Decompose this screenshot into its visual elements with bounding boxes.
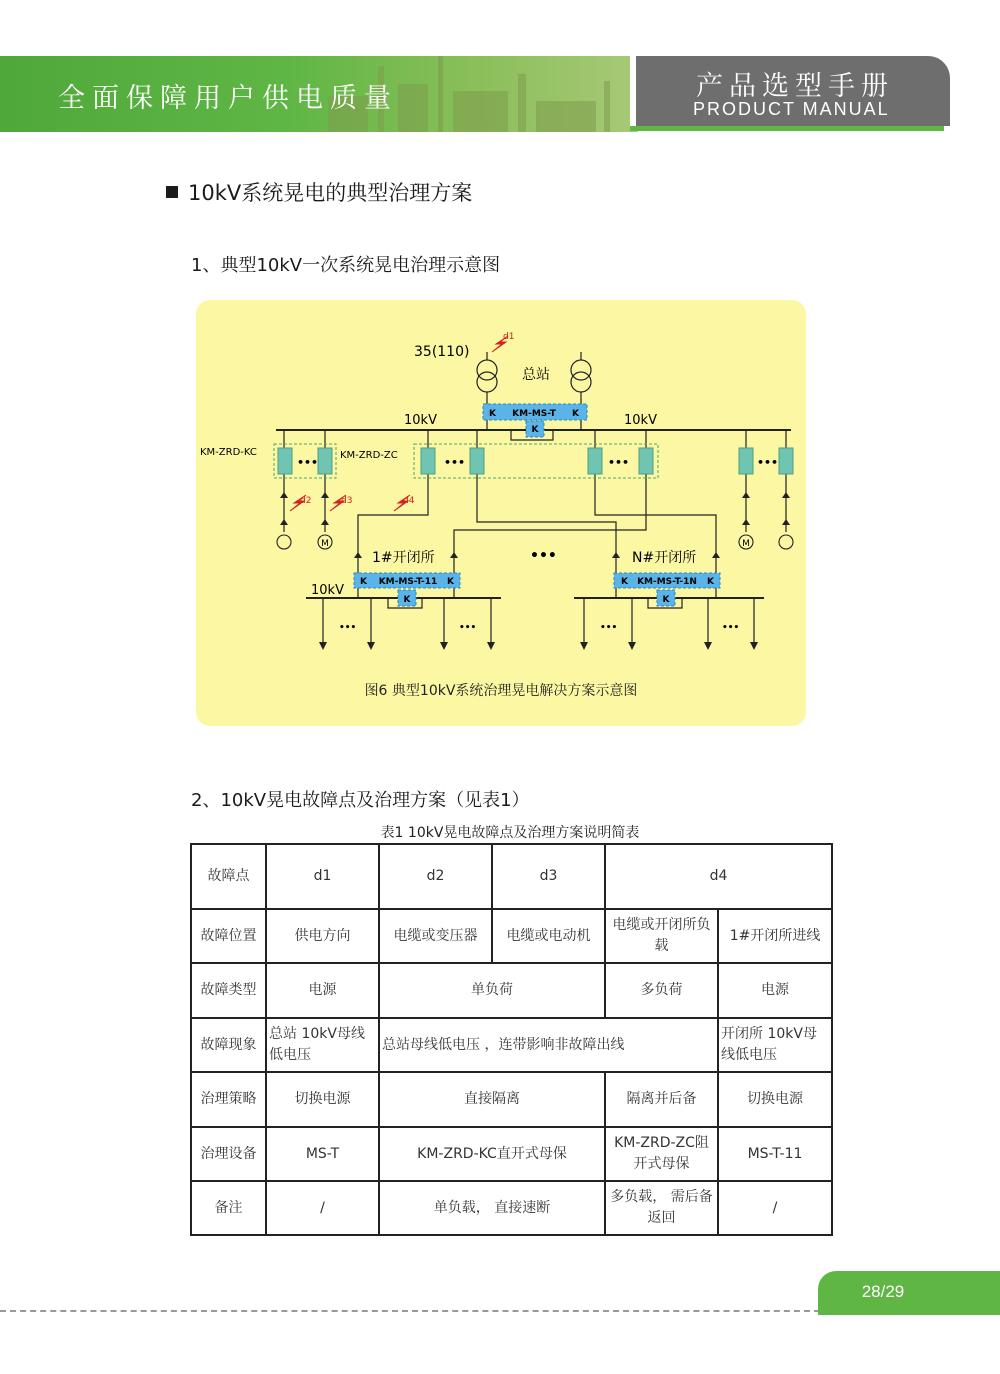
stationN-label: N#开闭所 [632, 550, 697, 566]
breaker-zc-4 [639, 448, 653, 474]
k-label-t1: K [489, 409, 496, 419]
dots-out-4: ••• [722, 623, 740, 633]
motor-label-left: M [321, 539, 329, 549]
figure-caption: 图6 典型10kV系统治理晃电解决方案示意图 [364, 683, 638, 699]
bus-right-label: 10kV [624, 413, 657, 428]
dots-out-1: ••• [339, 623, 357, 633]
table-cell: 直接隔离 [379, 1072, 605, 1127]
table-cell: 切换电源 [718, 1072, 832, 1127]
table-cell: 备注 [191, 1181, 266, 1235]
table-cell: KM-ZRD-KC直开式母保 [379, 1127, 605, 1181]
zc-label: KM-ZRD-ZC [340, 450, 398, 461]
bus-station-label: 10kV [311, 583, 344, 598]
k-label-11c: K [403, 595, 411, 605]
breaker-r2 [779, 448, 793, 474]
system-diagram [196, 300, 806, 726]
table-cell: d2 [379, 844, 492, 909]
dots-out-2: ••• [459, 623, 477, 633]
table-cell: 切换电源 [266, 1072, 379, 1127]
motor-label-right: M [742, 539, 750, 549]
breaker-kc-1 [278, 448, 292, 474]
table-row [191, 1127, 832, 1181]
table-row [191, 963, 832, 1018]
breaker-zc-3 [588, 448, 602, 474]
table-cell: / [266, 1181, 379, 1235]
device-11-label: KM-MS-T-11 [378, 577, 438, 587]
table-cell: 单负载， 直接速断 [379, 1181, 605, 1235]
transformer-icon-right-bottom [571, 372, 591, 392]
table-cell: 供电方向 [266, 909, 379, 963]
device-t-label: KM-MS-T [512, 409, 556, 419]
load-transformer-left [277, 535, 291, 549]
fault-d4-label: d4 [403, 496, 415, 506]
table-cell: 故障位置 [191, 909, 266, 963]
k-label-t2: K [572, 409, 579, 419]
table-cell: MS-T-11 [718, 1127, 832, 1181]
table-cell: 总站母线低电压 ，连带影响非故障出线 [379, 1018, 718, 1072]
table-row [191, 1181, 832, 1235]
dots-zc-a: ••• [444, 456, 466, 469]
transformer-icon-left-top [477, 360, 497, 380]
diagram-canvas [196, 300, 806, 726]
table-cell: 总站 10kV母线低电压 [266, 1018, 379, 1072]
kc-label: KM-ZRD-KC [200, 447, 257, 458]
diagram-subtitle: 1、典型10kV一次系统晃电治理示意图 [191, 255, 501, 276]
manual-title-cn: 产品选型手册 [696, 71, 894, 102]
k-label-t3: K [531, 425, 539, 435]
table-cell: d4 [605, 844, 832, 909]
source-voltage-label: 35(110) [414, 344, 470, 360]
table-cell: 1#开闭所进线 [718, 909, 832, 963]
table-cell: / [718, 1181, 832, 1235]
table-row [191, 909, 832, 963]
k-label-1na: K [621, 577, 628, 587]
header-underline [630, 126, 944, 131]
breaker-zc-1 [421, 448, 435, 474]
fault-d3-label: d3 [341, 496, 353, 506]
transformer-icon-right-top [571, 360, 591, 380]
table-cell: 电缆或电动机 [492, 909, 605, 963]
table-cell: d3 [492, 844, 605, 909]
table-cell: 开闭所 10kV母线低电压 [718, 1018, 832, 1072]
fault-d2-label: d2 [300, 496, 312, 506]
table-cell: MS-T [266, 1127, 379, 1181]
square-bullet-icon [166, 186, 178, 198]
k-label-1nc: K [662, 595, 670, 605]
breaker-kc-2 [318, 448, 332, 474]
footer-divider [0, 1310, 820, 1312]
dots-kc: ••• [297, 456, 319, 469]
transformer-icon-left-bottom [477, 372, 497, 392]
breaker-r1 [739, 448, 753, 474]
table-cell: 单负荷 [379, 963, 605, 1018]
table-cell: 治理策略 [191, 1072, 266, 1127]
k-label-11a: K [360, 577, 367, 587]
table-caption: 表1 10kV晃电故障点及治理方案说明简表 [380, 825, 640, 841]
table-cell: 故障现象 [191, 1018, 266, 1072]
device-1n-label: KM-MS-T-1N [637, 577, 697, 587]
table-cell: 多负荷 [605, 963, 718, 1018]
station1-label: 1#开闭所 [372, 550, 435, 566]
dots-right: ••• [757, 456, 779, 469]
table-cell: 电源 [718, 963, 832, 1018]
dots-zc-b: ••• [608, 456, 630, 469]
load-transformer-right [779, 535, 793, 549]
manual-title-en: PRODUCT MANUAL [693, 99, 890, 119]
table-cell: 电缆或开闭所负载 [605, 909, 718, 963]
table-cell: 隔离并后备 [605, 1072, 718, 1127]
table-row [191, 1072, 832, 1127]
stations-ellipsis: ••• [530, 548, 557, 564]
page-tab [818, 1271, 1000, 1315]
breaker-zc-2 [470, 448, 484, 474]
k-label-11b: K [447, 577, 454, 587]
header-slogan: 全面保障用户供电质量 [58, 83, 398, 114]
page-number: 28/29 [861, 1282, 905, 1301]
table-cell: 故障类型 [191, 963, 266, 1018]
fault-table [190, 843, 833, 1236]
table-cell: 治理设备 [191, 1127, 266, 1181]
dots-out-3: ••• [600, 623, 618, 633]
bus-left-label: 10kV [404, 413, 437, 428]
table-cell: 电源 [266, 963, 379, 1018]
section-title-text: 10kV系统晃电的典型治理方案 [188, 181, 473, 205]
k-label-1nb: K [707, 577, 714, 587]
main-station-label: 总站 [522, 367, 550, 383]
table-row [191, 1018, 832, 1072]
table-cell: 多负载， 需后备返回 [605, 1181, 718, 1235]
table-row [191, 844, 832, 909]
table-cell: d1 [266, 844, 379, 909]
table-cell: 电缆或变压器 [379, 909, 492, 963]
table-cell: KM-ZRD-ZC阻开式母保 [605, 1127, 718, 1181]
table-subtitle: 2、10kV晃电故障点及治理方案（见表1） [191, 790, 530, 811]
fault-d1-label: d1 [503, 332, 515, 342]
table-cell: 故障点 [191, 844, 266, 909]
section-title [166, 177, 472, 207]
